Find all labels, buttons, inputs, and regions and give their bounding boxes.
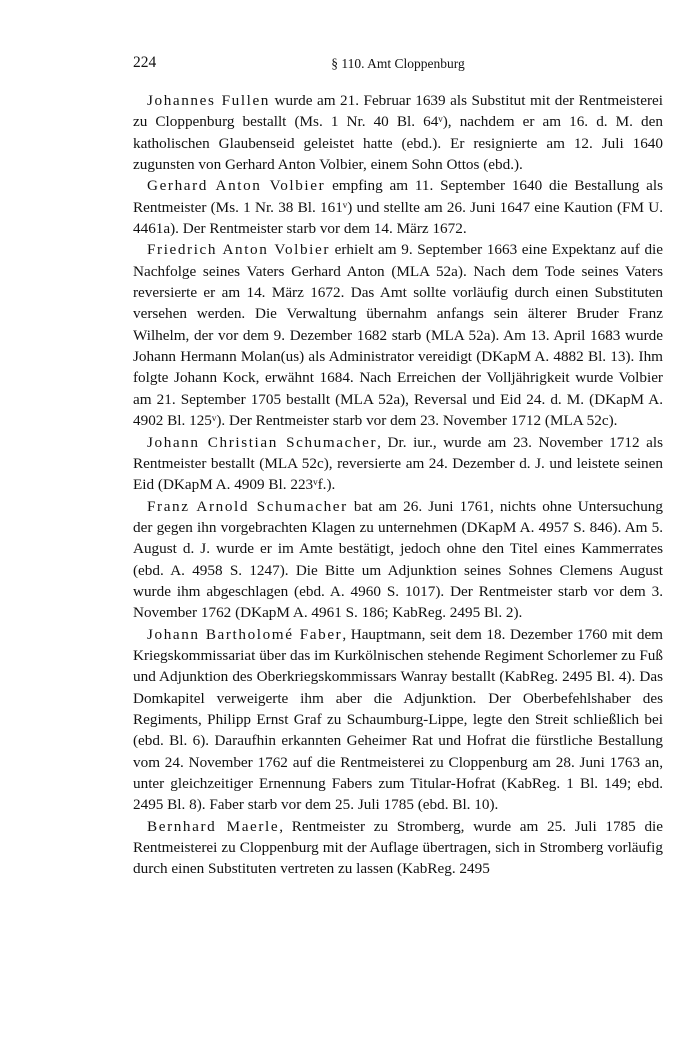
entry-name: Johannes Fullen	[147, 92, 270, 109]
entry-name: Bernhard Maerle	[147, 817, 280, 835]
entry-text: erhielt am 9. September 1663 eine Expektanz auf die Nachfolge seines Vaters Gerhard Anton (MLA 52a). Nach dem Tode seines Vaters reversierte er am 14. März 1672. Das Amt sollte vorläufig durch einen Substituten versehen werden. Die Verwaltung übernahm anfangs sein älterer Bruder Franz Wilhelm, der vor dem 9. Dezember 1682 starb (MLA 52a). Am 13. April 1683 wurde Johann Hermann Molan(us) als Administrator vereidigt (DKapM A. 4882 Bl. 13). Ihm folgte Johann Kock, erwähnt 1684. Nach Erreichen der Volljährigkeit wurde Volbier am 21. September 1705 bestallt (MLA 52a), Reversal und Eid 24. d. M. (DKapM A. 4902 Bl. 125ᵛ). Der Rentmeister starb vor dem 23. November 1712 (MLA 52c).	[133, 241, 663, 430]
page-body	[133, 90, 663, 880]
entry-paragraph	[133, 175, 663, 239]
running-head: § 110. Amt Cloppenburg	[331, 56, 465, 71]
entry-name: Gerhard Anton Volbier	[147, 177, 326, 195]
page-header	[133, 54, 663, 80]
entry-name: Johann Christian Schumacher	[147, 433, 378, 451]
entry-text: , Rentmeister zu Stromberg, wurde am 25. Juli 1785 die Rentmeisterei zu Cloppenburg mit der Auflage übertragen, sich in Stromberg vorläufig durch einen Substituten vertreten zu lassen (KabReg. 2495	[133, 817, 663, 878]
entry-name: Franz Arnold Schumacher	[147, 497, 348, 515]
entry-paragraph	[133, 432, 663, 496]
entry-paragraph	[133, 90, 663, 175]
entry-paragraph	[133, 239, 663, 431]
entry-paragraph	[133, 816, 663, 880]
entry-paragraph	[133, 624, 663, 816]
entry-name: Friedrich Anton Volbier	[147, 241, 331, 259]
page-number: 224	[133, 54, 157, 71]
entry-text: wurde am 21. Februar 1639 als Substitut mit der Rentmeisterei zu Cloppenburg bestallt (Ms. 1 Nr. 40 Bl. 64ᵛ), nachdem er am 16. d. M. den katholischen Glaubenseid geleistet hatte (ebd.). Er resignierte am 12. Juli 1640 zugunsten von Gerhard Anton Volbier, einem Sohn Ottos (ebd.).	[133, 92, 663, 174]
entry-text: , Dr. iur., wurde am 23. November 1712 als Rentmeister bestallt (MLA 52c), reversierte am 24. Dezember d. J. und leistete seinen Eid (DKapM A. 4909 Bl. 223ᵛf.).	[133, 433, 664, 494]
entry-text: empfing am 11. September 1640 die Bestallung als Rentmeister (Ms. 1 Nr. 38 Bl. 161ᵛ) und stellte am 26. Juni 1647 eine Kaution (FM U. 4461a). Der Rentmeister starb vor dem 14. März 1672.	[133, 177, 663, 238]
entry-text: bat am 26. Juni 1761, nichts ohne Untersuchung der gegen ihn vorgebrachten Klagen zu unternehmen (DKapM A. 4957 S. 846). Am 5. August d. J. wurde er im Amte bestätigt, jedoch ohne den Titel eines Kammerrates (ebd. A. 4958 S. 1247). Die Bitte um Adjunktion seines Sohnes Clemens August wurde ihm abgeschlagen (ebd. A. 4960 S. 1017). Der Rentmeister starb vor dem 3. November 1762 (DKapM A. 4961 S. 186; KabReg. 2495 Bl. 2).	[133, 497, 663, 622]
entry-name: Johann Bartholomé Faber	[147, 625, 343, 643]
entry-paragraph	[133, 496, 663, 624]
entry-text: , Hauptmann, seit dem 18. Dezember 1760 mit dem Kriegskommissariat über das im Kurkölnischen stehende Regiment Schorlemer zu Fuß und Adjunktion des Oberkriegskommissars Wanray bestallt (KabReg. 2495 Bl. 4). Das Domkapitel verweigerte ihm aber die Adjunktion. Der Oberbefehlshaber des Regiments, Philipp Ernst Graf zu Schaumburg-Lippe, legte den Streit schließlich bei (ebd. Bl. 6). Daraufhin erkannten Geheimer Rat und Hofrat die fürstliche Bestallung vom 24. November 1762 auf die Rentmeisterei zu Cloppenburg am 28. Juni 1763 an, unter gleichzeitiger Ernennung Fabers zum Titular-Hofrat (KabReg. 1 Bl. 149; ebd. 2495 Bl. 8). Faber starb vor dem 25. Juli 1785 (ebd. Bl. 10).	[133, 625, 663, 814]
